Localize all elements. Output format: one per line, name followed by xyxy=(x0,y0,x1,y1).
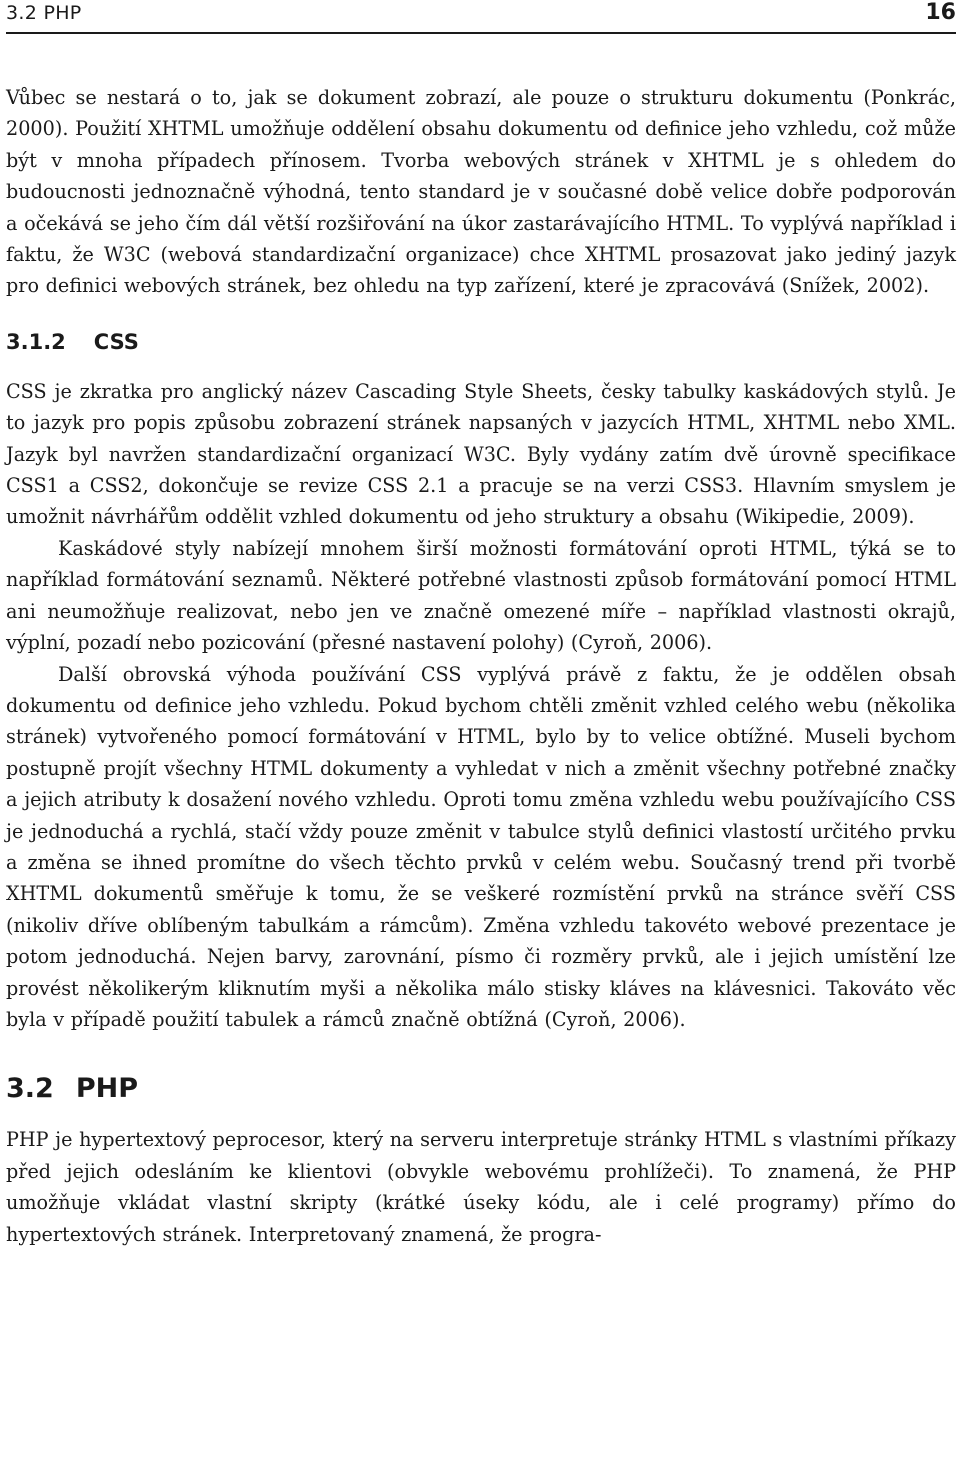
subsection-title: CSS xyxy=(93,329,139,354)
section-heading-php xyxy=(6,1073,956,1104)
document-page xyxy=(6,0,956,1250)
paragraph-css-formatting: Kaskádové styly nabízejí mnohem širší možnosti formátování oproti HTML, týká se to například formátování seznamů. Některé potřebné vlastnosti způsob formátování pomocí HTML ani neumožňuje realizovat, nebo jen ve značně omezené míře – například vlastnosti okrajů, výplní, pozadí nebo pozicování (přesné nastavení polohy) (Cyroň, 2006). xyxy=(6,536,956,655)
paragraph-xhtml: Vůbec se nestará o to, jak se dokument zobrazí, ale pouze o strukturu dokumentu (Ponkrác, 2000). Použití XHTML umožňuje oddělení obsahu dokumentu od definice jeho vzhledu, což může být v mnoha případech přínosem. Tvorba webových stránek v XHTML je s ohledem do budoucnosti jednoznačně výhodná, tento standard je v současné době velice dobře podporován a očekává se jeho čím dál větší rozšiřování na úkor zastarávajícího HTML. To vyplývá například i faktu, že W3C (webová standardizační organizace) chce XHTML prosazovat jako jediný jazyk pro definici webových stránek, bez ohledu na typ zařízení, které je zpracovává (Snížek, 2002). xyxy=(6,86,956,298)
section-title: PHP xyxy=(75,1073,139,1105)
subsection-heading-css xyxy=(6,330,956,354)
section-number: 3.2 xyxy=(6,1073,54,1105)
paragraph-css-advantage: Další obrovská výhoda používání CSS vyplývá právě z faktu, že je oddělen obsah dokumentu od definice jeho vzhledu. Pokud bychom chtěli změnit vzhled celého webu (několika stránek) vytvořeného pomocí formátování v HTML, bylo by to velice obtížné. Museli bychom postupně projít všechny HTML dokumenty a vyhledat v nich a změnit všechny potřebné značky a jejich atributy k dosažení nového vzhledu. Oproti tomu změna vzhledu webu používajícího CSS je jednoduchá a rychlá, stačí vždy pouze změnit v tabulce stylů definici vlastostí určitého prvku a změna se ihned promítne do všech těchto prvků v celém webu. Současný trend při tvorbě XHTML dokumentů směřuje k tomu, že se veškeré rozmístění prvků na stránce svěří CSS (nikoliv dříve oblíbeným tabulkám a rámcům). Změna vzhledu takovéto webové prezentace je potom jednoduchá. Nejen barvy, zarovnání, písmo či rozměry prvků, ale i jejich umístění lze provést několikerým kliknutím myši a několika málo stisky kláves na klávesnici. Takováto věc byla v případě použití tabulek a rámců značně obtížná (Cyroň, 2006). xyxy=(6,662,956,1031)
paragraph-php-intro: PHP je hypertextový peprocesor, který na serveru interpretuje stránky HTML s vlastními příkazy před jejich odesláním ke klientovi (obvykle webovému prohlížeči). To znamená, že PHP umožňuje vkládat vlastní skripty (krátké úseky kódu, ale i celé programy) přímo do hypertextových stránek. Interpretovaný znamená, že progra- xyxy=(6,1128,956,1246)
page-number: 16 xyxy=(925,0,956,25)
running-header xyxy=(6,0,956,40)
subsection-number: 3.1.2 xyxy=(6,329,66,354)
header-rule xyxy=(6,32,956,34)
header-section-title: 3.2 PHP xyxy=(6,2,82,24)
paragraph-css-intro: CSS je zkratka pro anglický název Cascading Style Sheets, česky tabulky kaskádových stylů. Je to jazyk pro popis způsobu zobrazení stránek napsaných v jazycích HTML, XHTML nebo XML. Jazyk byl navržen standardizační organizací W3C. Byly vydány zatím dvě úrovně specifikace CSS1 a CSS2, dokončuje se revize CSS 2.1 a pracuje se na verzi CSS3. Hlavním smyslem je umožnit návrhářům oddělit vzhled dokumentu od jeho struktury a obsahu (Wikipedie, 2009). xyxy=(6,379,956,529)
